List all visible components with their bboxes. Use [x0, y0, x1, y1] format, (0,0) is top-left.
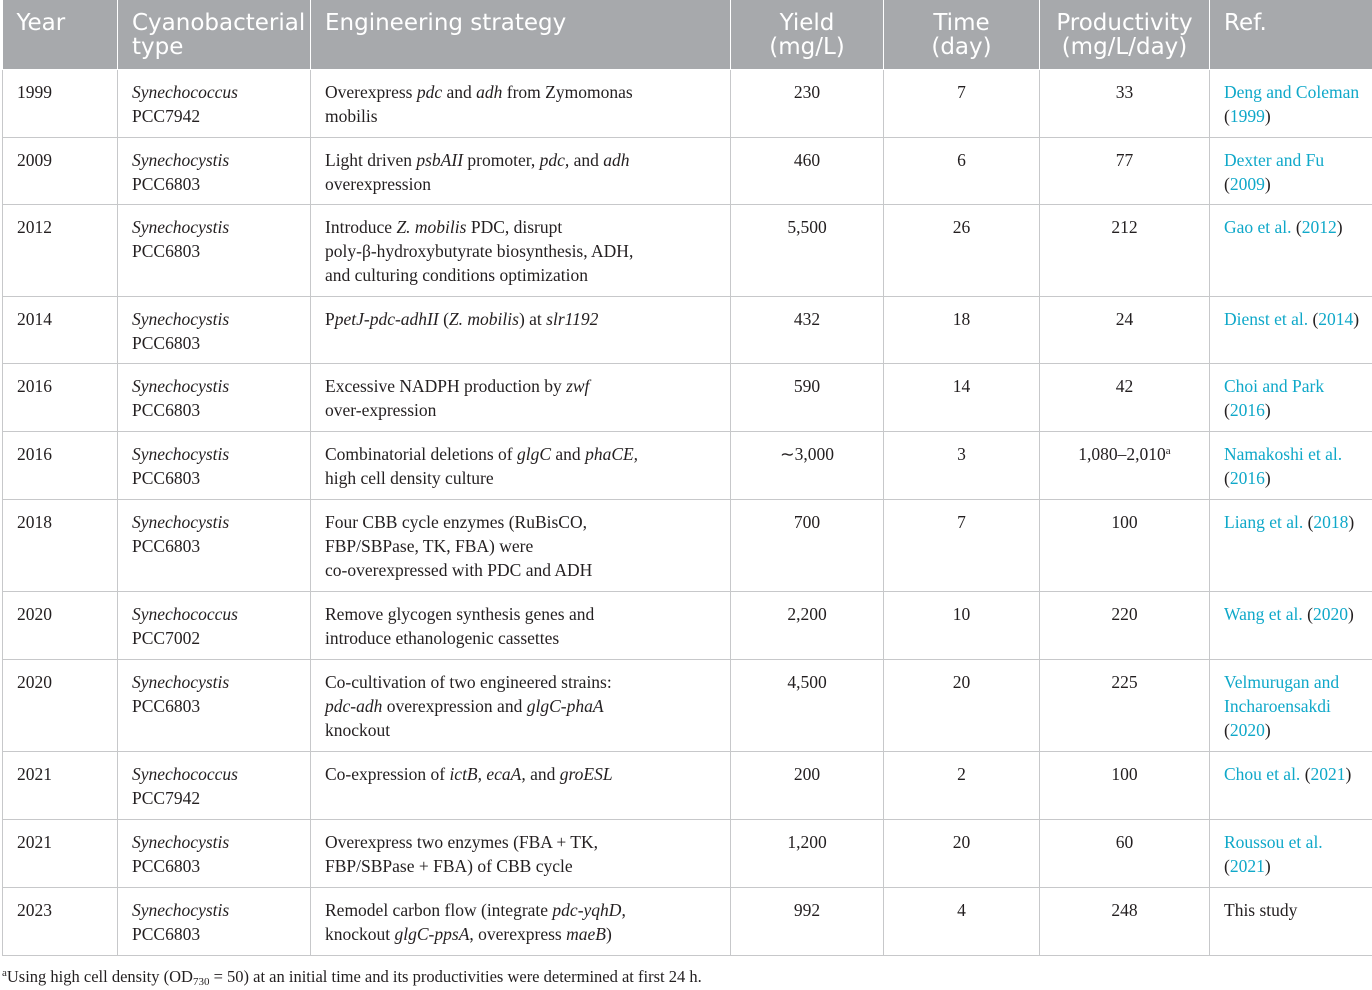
cell-yield: 432 [731, 297, 884, 364]
cell-type: Synechococcus PCC7942 [118, 752, 311, 820]
cell-productivity: 225 [1040, 660, 1210, 752]
ref-year-link[interactable]: 2021 [1310, 764, 1346, 784]
cell-year: 2021 [3, 752, 118, 820]
cell-time: 7 [884, 70, 1040, 138]
cell-ref: Chou et al. (2021) [1210, 752, 1372, 820]
cell-ref: Namakoshi et al. (2016) [1210, 432, 1372, 500]
table-row [3, 432, 1372, 500]
cell-yield: 5,500 [731, 205, 884, 297]
cell-year: 2020 [3, 592, 118, 660]
cell-yield: 1,200 [731, 820, 884, 888]
cell-time: 26 [884, 205, 1040, 297]
cell-productivity: 77 [1040, 138, 1210, 205]
header-time: Time (day) [884, 0, 1040, 70]
cell-time: 10 [884, 592, 1040, 660]
ref-link-cont[interactable]: Incharoensakdi [1224, 696, 1331, 716]
cell-yield: 992 [731, 888, 884, 956]
cell-productivity: 220 [1040, 592, 1210, 660]
cell-type: Synechococcus PCC7942 [118, 70, 311, 138]
cell-strategy: PpetJ-pdc-adhII (Z. mobilis) at slr1192 [311, 297, 731, 364]
ref-link[interactable]: Gao et al. [1224, 217, 1296, 237]
cell-year: 1999 [3, 70, 118, 138]
cell-strategy: Co-cultivation of two engineered strains: pdc-adh overexpression and glgC-phaA knockout [311, 660, 731, 752]
cell-strategy: Overexpress two enzymes (FBA + TK, FBP/SBPase + FBA) of CBB cycle [311, 820, 731, 888]
footnote-marker: a [2, 967, 7, 979]
cell-ref: Gao et al. (2012) [1210, 205, 1372, 297]
cell-strategy: Remove glycogen synthesis genes and introduce ethanologenic cassettes [311, 592, 731, 660]
cell-type: Synechocystis PCC6803 [118, 432, 311, 500]
cell-ref: Dexter and Fu (2009) [1210, 138, 1372, 205]
ref-link[interactable]: Velmurugan and [1224, 672, 1340, 692]
ref-link[interactable]: Namakoshi et al. [1224, 444, 1343, 464]
cell-strategy: Co-expression of ictB, ecaA, and groESL [311, 752, 731, 820]
table-header-row [3, 0, 1372, 70]
cell-strategy: Excessive NADPH production by zwf over-expression [311, 364, 731, 432]
ref-link[interactable]: Choi and Park [1224, 376, 1325, 396]
cell-time: 4 [884, 888, 1040, 956]
cell-type: Synechocystis PCC6803 [118, 820, 311, 888]
cell-time: 3 [884, 432, 1040, 500]
ref-year-link[interactable]: 2014 [1318, 309, 1354, 329]
ref-year-link[interactable]: 2012 [1301, 217, 1337, 237]
table-row [3, 592, 1372, 660]
cell-strategy: Four CBB cycle enzymes (RuBisCO, FBP/SBPase, TK, FBA) were co-overexpressed with PDC and ADH [311, 500, 731, 592]
cell-type: Synechococcus PCC7002 [118, 592, 311, 660]
cell-time: 20 [884, 820, 1040, 888]
cell-ref: Velmurugan and Incharoensakdi (2020) [1210, 660, 1372, 752]
ref-link[interactable]: Liang et al. [1224, 512, 1308, 532]
cell-time: 20 [884, 660, 1040, 752]
cell-strategy: Remodel carbon flow (integrate pdc-yqhD, knockout glgC-ppsA, overexpress maeB) [311, 888, 731, 956]
cell-productivity: 100 [1040, 752, 1210, 820]
cell-type: Synechocystis PCC6803 [118, 888, 311, 956]
ref-link[interactable]: Dienst et al. [1224, 309, 1313, 329]
cell-year: 2009 [3, 138, 118, 205]
cell-yield: 460 [731, 138, 884, 205]
ref-link[interactable]: Chou et al. [1224, 764, 1305, 784]
header-yield: Yield (mg/L) [731, 0, 884, 70]
cell-strategy: Overexpress pdc and adh from Zymomonas mobilis [311, 70, 731, 138]
cell-productivity: 212 [1040, 205, 1210, 297]
table-row [3, 752, 1372, 820]
footnote-subscript: 730 [192, 976, 210, 988]
table-row [3, 297, 1372, 364]
cell-time: 7 [884, 500, 1040, 592]
cell-productivity: 1,080–2,010$^a$ [1040, 432, 1210, 500]
cell-ref: Dienst et al. (2014) [1210, 297, 1372, 364]
cell-yield: 200 [731, 752, 884, 820]
cell-productivity: 42 [1040, 364, 1210, 432]
cell-ref: Liang et al. (2018) [1210, 500, 1372, 592]
table-row [3, 820, 1372, 888]
header-engineering-strategy: Engineering strategy [311, 0, 731, 70]
cell-type: Synechocystis PCC6803 [118, 138, 311, 205]
cell-year: 2016 [3, 432, 118, 500]
cell-type: Synechocystis PCC6803 [118, 205, 311, 297]
cell-ref: This study [1210, 888, 1372, 956]
ref-year-link[interactable]: 1999 [1229, 106, 1265, 126]
cell-type: Synechocystis PCC6803 [118, 297, 311, 364]
cell-productivity: 248 [1040, 888, 1210, 956]
table-row [3, 138, 1372, 205]
cell-strategy: Light driven psbAII promoter, pdc, and adh overexpression [311, 138, 731, 205]
table-row [3, 205, 1372, 297]
cell-ref: Choi and Park (2016) [1210, 364, 1372, 432]
ethanol-production-table [2, 0, 1372, 956]
cell-ref: Roussou et al. (2021) [1210, 820, 1372, 888]
cell-year: 2020 [3, 660, 118, 752]
ref-year-link[interactable]: 2009 [1229, 174, 1265, 194]
cell-type: Synechocystis PCC6803 [118, 364, 311, 432]
table-row [3, 660, 1372, 752]
cell-time: 14 [884, 364, 1040, 432]
cell-year: 2012 [3, 205, 118, 297]
cell-strategy: Introduce Z. mobilis PDC, disrupt poly-β-hydroxybutyrate biosynthesis, ADH, and culturing conditions optimization [311, 205, 731, 297]
cell-year: 2014 [3, 297, 118, 364]
ref-year-link[interactable]: 2016 [1229, 468, 1265, 488]
header-year: Year [3, 0, 118, 70]
cell-year: 2018 [3, 500, 118, 592]
cell-year: 2021 [3, 820, 118, 888]
cell-yield: 4,500 [731, 660, 884, 752]
cell-yield: 700 [731, 500, 884, 592]
cell-yield: ∼3,000 [731, 432, 884, 500]
table-row [3, 70, 1372, 138]
ref-year-link[interactable]: 2016 [1229, 400, 1265, 420]
table-row [3, 500, 1372, 592]
cell-time: 6 [884, 138, 1040, 205]
cell-yield: 2,200 [731, 592, 884, 660]
cell-yield: 230 [731, 70, 884, 138]
cell-time: 2 [884, 752, 1040, 820]
ref-year-link[interactable]: 2021 [1229, 856, 1265, 876]
ref-link[interactable]: Wang et al. [1224, 604, 1308, 624]
header-cyanobacterial-type: Cyanobacterial type [118, 0, 311, 70]
cell-yield: 590 [731, 364, 884, 432]
header-ref: Ref. [1210, 0, 1372, 70]
cell-year: 2016 [3, 364, 118, 432]
table-row [3, 364, 1372, 432]
cell-type: Synechocystis PCC6803 [118, 660, 311, 752]
cell-productivity: 24 [1040, 297, 1210, 364]
ref-link[interactable]: Dexter and Fu [1224, 150, 1325, 170]
ref-link[interactable]: Deng and Coleman [1224, 82, 1360, 102]
footnote-marker: a [1165, 445, 1171, 457]
cell-strategy: Combinatorial deletions of glgC and phaCE, high cell density culture [311, 432, 731, 500]
cell-type: Synechocystis PCC6803 [118, 500, 311, 592]
ref-link[interactable]: Roussou et al. [1224, 832, 1323, 852]
cell-productivity: 33 [1040, 70, 1210, 138]
cell-ref: Wang et al. (2020) [1210, 592, 1372, 660]
cell-productivity: 100 [1040, 500, 1210, 592]
cell-productivity: 60 [1040, 820, 1210, 888]
cell-time: 18 [884, 297, 1040, 364]
cell-year: 2023 [3, 888, 118, 956]
ref-year-link[interactable]: 2018 [1313, 512, 1349, 532]
cell-ref: Deng and Coleman (1999) [1210, 70, 1372, 138]
ref-year-link[interactable]: 2020 [1229, 720, 1265, 740]
ref-year-link[interactable]: 2020 [1312, 604, 1348, 624]
table-row [3, 888, 1372, 956]
table-footnote: $^a$Using high cell density $(OD_{730} = 50)$ at an initial time and its productivities were determined at first 24 h. [2, 967, 702, 988]
header-productivity: Productivity (mg/L/day) [1040, 0, 1210, 70]
